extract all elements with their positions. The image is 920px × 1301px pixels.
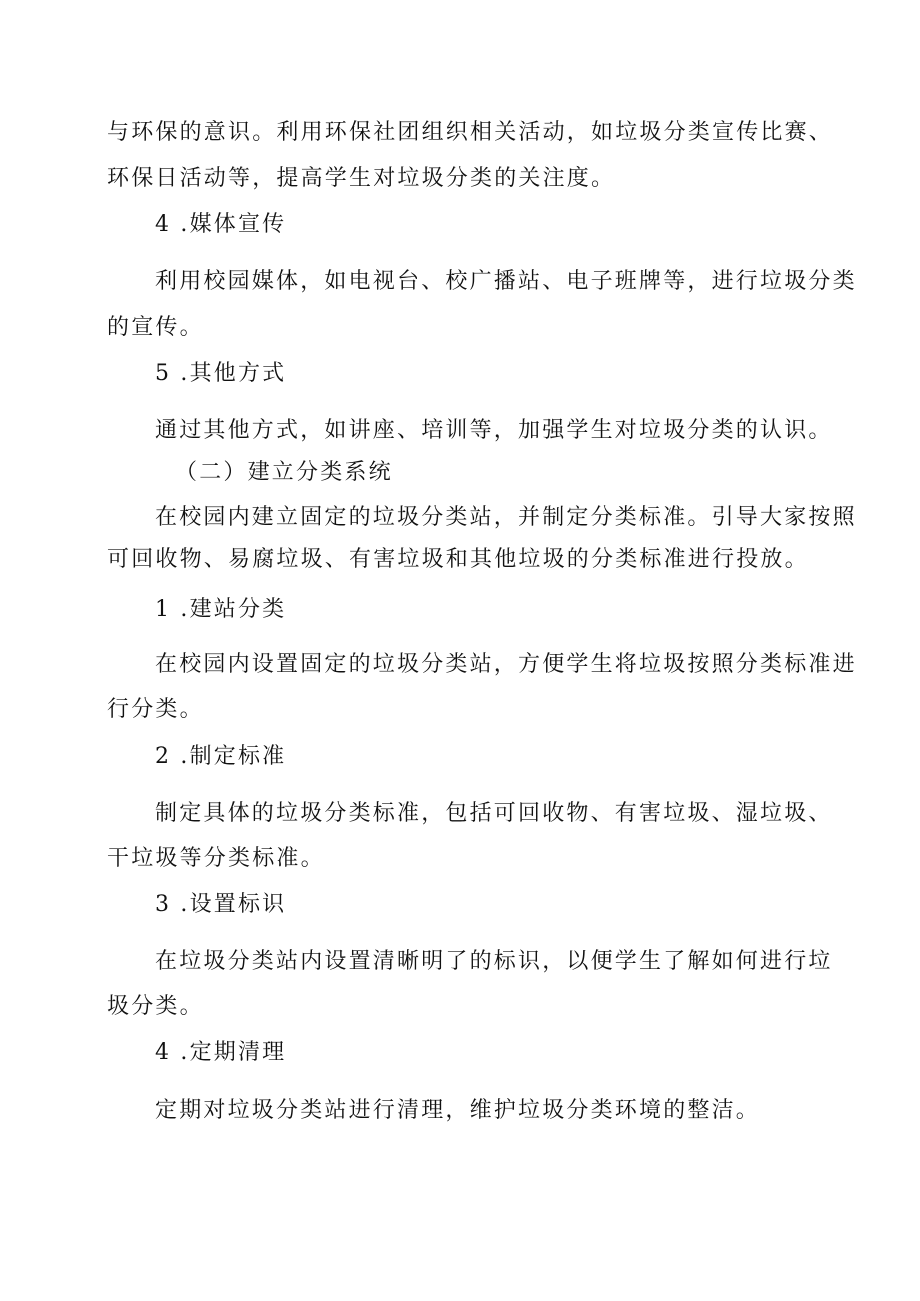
paragraph-line: 干垃圾等分类标准。 [107, 846, 325, 871]
paragraph-line: 定期对垃圾分类站进行清理，维护垃圾分类环境的整洁。 [155, 1098, 761, 1123]
paragraph-line: 制定具体的垃圾分类标准，包括可回收物、有害垃圾、湿垃圾、 [155, 801, 833, 826]
paragraph-line: 通过其他方式，如讲座、培训等，加强学生对垃圾分类的认识。 [155, 418, 833, 443]
subheading-regular-cleaning: 4 .定期清理 [155, 1040, 287, 1065]
subheading-other-methods: 5 .其他方式 [155, 361, 287, 386]
paragraph-line: 圾分类。 [107, 994, 204, 1019]
paragraph-line: 在垃圾分类站内设置清晰明了的标识，以便学生了解如何进行垃 [155, 949, 833, 974]
paragraph-line: 在校园内设置固定的垃圾分类站，方便学生将垃圾按照分类标准进 [155, 652, 857, 677]
section-heading: （二）建立分类系统 [175, 460, 393, 485]
subheading-set-standard: 2 .制定标准 [155, 744, 287, 769]
paragraph-line: 与环保的意识。利用环保社团组织相关活动，如垃圾分类宣传比赛、 [107, 120, 834, 145]
paragraph-line: 可回收物、易腐垃圾、有害垃圾和其他垃圾的分类标准进行投放。 [107, 547, 809, 572]
subheading-media-promotion: 4 .媒体宣传 [155, 212, 287, 237]
subheading-set-signs: 3 .设置标识 [155, 892, 287, 917]
subheading-build-station: 1 .建站分类 [155, 597, 287, 622]
paragraph-line: 利用校园媒体，如电视台、校广播站、电子班牌等，进行垃圾分类 [155, 269, 857, 294]
paragraph-line: 在校园内建立固定的垃圾分类站，并制定分类标准。引导大家按照 [155, 505, 857, 530]
paragraph-line: 行分类。 [107, 697, 204, 722]
paragraph-line: 环保日活动等，提高学生对垃圾分类的关注度。 [107, 166, 616, 191]
paragraph-line: 的宣传。 [107, 315, 204, 340]
